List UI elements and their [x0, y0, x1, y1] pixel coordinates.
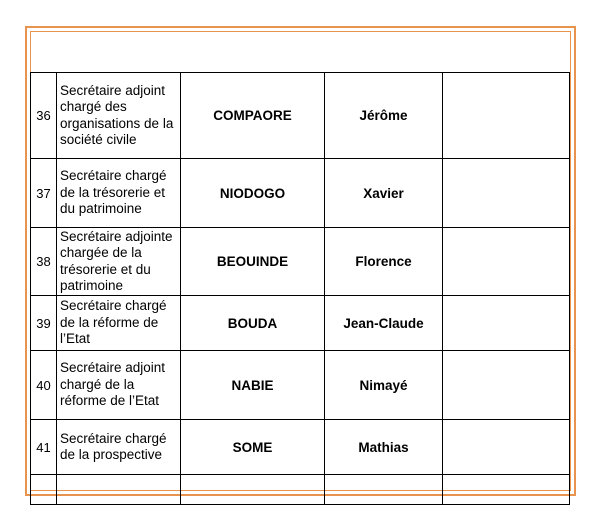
empty-cell [443, 159, 570, 228]
role-cell: Secrétaire adjoint chargé des organisations de la société civile [57, 73, 181, 159]
surname-cell [181, 475, 325, 505]
role-cell [57, 475, 181, 505]
row-number: 36 [31, 73, 57, 159]
firstname-cell: Florence [325, 228, 443, 296]
table-row [31, 420, 570, 475]
empty-cell [443, 73, 570, 159]
empty-cell [443, 296, 570, 351]
row-number: 41 [31, 420, 57, 475]
table-row [31, 475, 570, 505]
firstname-cell: Nimayé [325, 351, 443, 420]
row-number [31, 475, 57, 505]
row-number: 38 [31, 228, 57, 296]
surname-cell: SOME [181, 420, 325, 475]
surname-cell: NABIE [181, 351, 325, 420]
empty-cell [443, 475, 570, 505]
role-cell: Secrétaire chargé de la prospective [57, 420, 181, 475]
empty-cell [443, 351, 570, 420]
firstname-cell [325, 475, 443, 505]
surname-cell: BOUDA [181, 296, 325, 351]
firstname-cell: Xavier [325, 159, 443, 228]
surname-cell: NIODOGO [181, 159, 325, 228]
table-row [31, 73, 570, 159]
role-cell: Secrétaire chargé de la trésorerie et du patrimoine [57, 159, 181, 228]
table-row [31, 351, 570, 420]
empty-cell [443, 420, 570, 475]
firstname-cell: Jérôme [325, 73, 443, 159]
table-row [31, 159, 570, 228]
row-number: 37 [31, 159, 57, 228]
firstname-cell: Jean-Claude [325, 296, 443, 351]
member-table [30, 72, 570, 505]
role-cell: Secrétaire adjointe chargée de la trésorerie et du patrimoine [57, 228, 181, 296]
role-cell: Secrétaire adjoint chargé de la réforme de l’Etat [57, 351, 181, 420]
row-number: 40 [31, 351, 57, 420]
surname-cell: BEOUINDE [181, 228, 325, 296]
row-number: 39 [31, 296, 57, 351]
empty-cell [443, 228, 570, 296]
table-row [31, 296, 570, 351]
firstname-cell: Mathias [325, 420, 443, 475]
table-row [31, 228, 570, 296]
surname-cell: COMPAORE [181, 73, 325, 159]
role-cell: Secrétaire chargé de la réforme de l’Etat [57, 296, 181, 351]
